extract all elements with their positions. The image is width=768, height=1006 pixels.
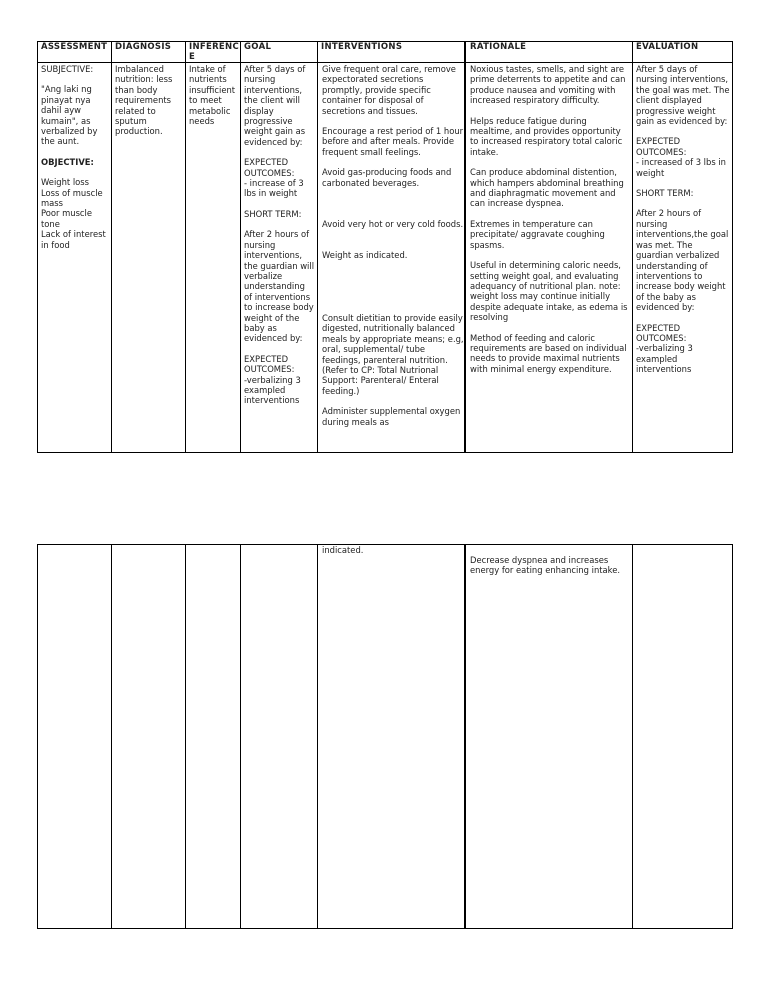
evaluation-expected-outcome: EXPECTED OUTCOMES: - increased of 3 lbs in weight (636, 136, 726, 178)
column-divider (38, 545, 112, 928)
rationale-3: Can produce abdominal distention, which hampers abdominal breathing and diaphragmatic movement and can increase dyspnea. (470, 167, 627, 209)
evaluation-long-term: After 5 days of nursing interventions, the goal was met. The client displayed progressive weight gain as evidenced by: (636, 64, 733, 127)
care-plan-table-page-2 (37, 544, 733, 929)
header-interventions: INTERVENTIONS (321, 42, 403, 52)
evaluation-short-expected-outcome: EXPECTED OUTCOMES: -verbalizing 3 exampled interventions (636, 322, 693, 375)
rationale-7: Decrease dyspnea and increases energy for eating enhancing intake. (470, 555, 621, 576)
goal-expected-outcome: EXPECTED OUTCOMES: - increase of 3 lbs in weight (244, 157, 304, 199)
evaluation-short-term: After 2 hours of nursing interventions,the goal was met. The guardian verbalized understanding of interventions to increase body weight of the baby as evidenced by: (636, 208, 731, 313)
column-divider (241, 545, 318, 928)
goal-short-term-label: SHORT TERM: (244, 208, 302, 219)
intervention-7: Administer supplemental oxygen during meals as (322, 406, 463, 427)
assessment-cell (38, 64, 112, 250)
header-rationale: RATIONALE (470, 42, 527, 52)
column-divider (467, 545, 633, 928)
header-inference: INFERENCE (189, 42, 239, 62)
inference-cell (186, 64, 241, 126)
diagnosis-text: Imbalanced nutrition: less than body requirements related to sputum production. (115, 64, 176, 137)
diagnosis-cell (112, 64, 186, 137)
intervention-3: Avoid gas-producing foods and carbonated beverages. (322, 167, 454, 188)
header-evaluation: EVALUATION (636, 42, 699, 52)
intervention-7-continued: indicated. (322, 545, 364, 555)
column-divider (186, 545, 241, 928)
column-divider (633, 545, 734, 928)
table-body-row (38, 63, 732, 452)
intervention-6: Consult dietitian to provide easily digested, nutritionally balanced meals by appropriate means; e.g, oral, supplemental/ tube feedings, parenteral nutrition. (Refer to CP: Total Nutrional Support: Parenteral/ Enteral feeding.) (322, 312, 467, 396)
intervention-5: Weight as indicated. (322, 250, 408, 261)
goal-cell (241, 64, 318, 406)
goal-long-term: After 5 days of nursing interventions, the client will display progressive weight gain as evidenced by: (244, 64, 308, 147)
intervention-1: Give frequent oral care, remove expectorated secretions promptly, provide specific container for disposal of secretions and tissues. (322, 64, 459, 116)
evaluation-short-term-label: SHORT TERM: (636, 188, 694, 199)
header-diagnosis: DIAGNOSIS (115, 42, 172, 52)
interventions-continued-cell (319, 545, 467, 555)
intervention-2: Encourage a rest period of 1 hour before and after meals. Provide frequent small feelings. (322, 126, 466, 157)
rationale-4: Extremes in temperature can precipitate/ aggravate coughing spasms. (470, 218, 608, 250)
subjective-label: SUBJECTIVE: (41, 64, 94, 74)
header-assessment: ASSESSMENT (41, 42, 108, 52)
objective-findings: Weight loss Loss of muscle mass Poor muscle tone Lack of interest in food (41, 177, 106, 250)
objective-label: OBJECTIVE: (41, 156, 94, 167)
subjective-quote: "Ang laki ng pinayat nya dahil ayw kumain", as verbalized by the aunt. (41, 84, 101, 147)
care-plan-table-page-1 (37, 41, 733, 453)
rationale-5: Useful in determining caloric needs, setting weight goal, and evaluating adequancy of nutritional plan. note: weight loss may continue initially despite adequate intake, as edema is resolving (470, 260, 631, 323)
rationale-2: Helps reduce fatigue during mealtime, and provides opportunity to increased respiratory total caloric intake. (470, 115, 625, 157)
rationale-1: Noxious tastes, smells, and sight are prime deterrents to appetite and can produce nausea and vomiting with increased respiratory difficulty. (470, 64, 629, 106)
interventions-cell (319, 64, 467, 427)
column-divider (112, 545, 186, 928)
rationale-cell (467, 64, 633, 374)
column-divider (318, 545, 466, 928)
goal-short-term: After 2 hours of nursing interventions, the guardian will verbalize understanding of interventions to increase body weight of the baby as evidenced by: (244, 229, 317, 344)
header-goal: GOAL (244, 42, 272, 52)
intervention-4: Avoid very hot or very cold foods. (322, 219, 464, 230)
evaluation-cell (633, 64, 734, 375)
goal-short-expected-outcome: EXPECTED OUTCOMES: -verbalizing 3 exampled interventions (244, 353, 301, 406)
rationale-continued-cell (467, 555, 633, 576)
rationale-6: Method of feeding and caloric requirements are based on individual needs to provide maximal nutrients with minimal energy expenditure. (470, 332, 630, 374)
inference-text: Intake of nutrients insufficient to meet metabolic needs (189, 64, 238, 127)
